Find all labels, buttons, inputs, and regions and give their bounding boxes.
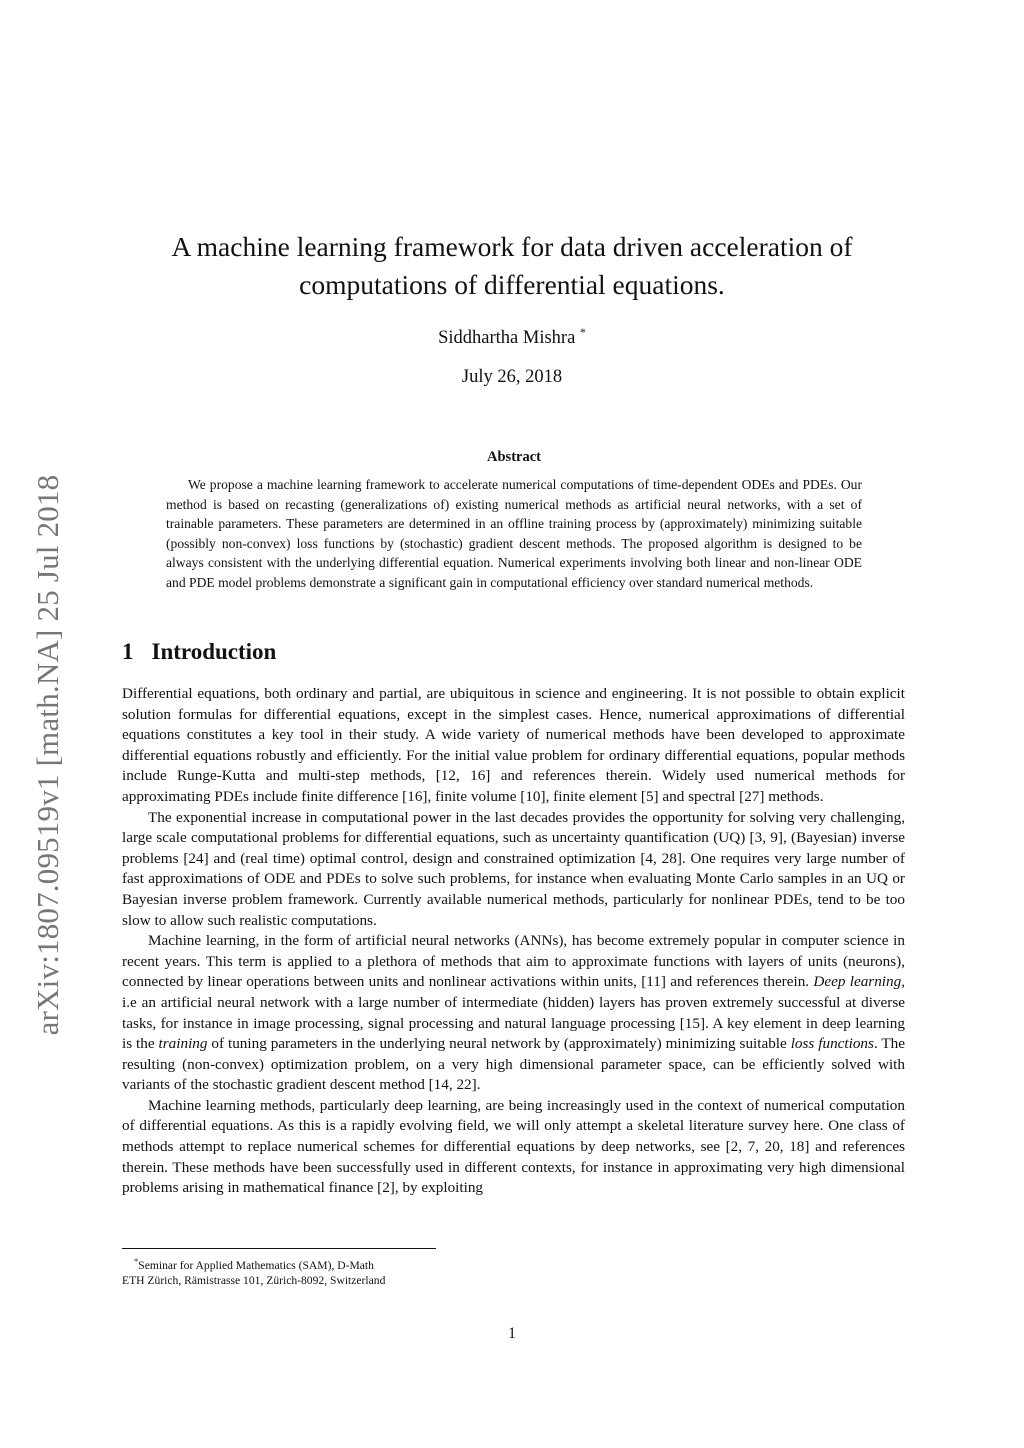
intro-paragraph-2: The exponential increase in computational power in the last decades provides the opportunity for solving very challenging, large scale computational problems for differential equations, such as uncertainty quantification (UQ) [3, 9], (Bayesian) inverse problems [24] and (real time) optimal control, design and constrained optimization [4, 28]. One requires very large number of fast approximations of ODE and PDEs to solve such problems, for instance when evaluating Monte Carlo samples in an UQ or Bayesian inverse problem framework. Currently available numerical methods, particularly for nonlinear PDEs, tend to be too slow to allow such realistic computations. — [122, 808, 905, 929]
author-line — [120, 325, 904, 349]
title-line-2: computations of differential equations. — [299, 269, 725, 300]
intro-paragraph-1: Differential equations, both ordinary and partial, are ubiquitous in science and engineering. It is not possible to obtain explicit solution formulas for differential equations, except in the simplest cases. Hence, numerical approximations of differential equations constitutes a key tool in their study. A wide variety of numerical methods have been developed to approximate differential equations robustly and efficiently. For the initial value problem for ordinary differential equations, popular methods include Runge-Kutta and multi-step methods, [12, 16] and references therein. Widely used numerical methods for approximating PDEs include finite difference [16], finite volume [10], finite element [5] and spectral [27] methods. — [122, 685, 905, 805]
abstract-heading: Abstract — [487, 449, 541, 465]
arxiv-identifier: arXiv:1807.09519v1 [math.NA] 25 Jul 2018 — [30, 474, 65, 1036]
section-number: 1 — [122, 639, 134, 664]
section-title: Introduction — [151, 639, 277, 664]
intro-p3-part-c: of tuning parameters in the underlying neural network by (approximately) minimizing suitable — [211, 1035, 787, 1053]
intro-paragraph-4: Machine learning methods, particularly deep learning, are being increasingly used in the context of numerical computation of differential equations. As this is a rapidly evolving field, we will only attempt a skeletal literature survey here. One class of methods attempt to replace numerical schemes for differential equations by deep networks, see [2, 7, 20, 18] and references therein. These methods have been successfully used in different contexts, for instance in approximating very high dimensional problems arising in mathematical finance [2], by exploiting — [122, 1096, 905, 1197]
emphasis-training: training — [158, 1035, 208, 1053]
title-line-1: A machine learning framework for data driven acceleration of — [171, 231, 853, 262]
emphasis-deep-learning: Deep learning — [813, 973, 902, 991]
abstract-paragraph: We propose a machine learning framework to accelerate numerical computations of time-dependent ODEs and PDEs. Our method is based on recasting (generalizations of) existing numerical methods as artificial neural networks, with a set of trainable parameters. These parameters are determined in an offline training process by (approximately) minimizing suitable (possibly non-convex) loss functions by (stochastic) gradient descent methods. The proposed algorithm is designed to be always consistent with the underlying differential equation. Numerical experiments involving both linear and non-linear ODE and PDE model problems demonstrate a significant gain in computational efficiency over standard numerical methods. — [166, 477, 862, 590]
arxiv-sidebar-stamp — [28, 435, 68, 1075]
intro-paragraph-3 — [122, 931, 905, 1096]
footnote-mark: * — [134, 1256, 139, 1266]
author-footnote-mark: * — [579, 325, 586, 339]
page-number: 1 — [508, 1325, 516, 1342]
intro-p3-part-a: Machine learning, in the form of artificial neural networks (ANNs), has become extremely popular in computer science in recent years. This term is applied to a plethora of methods that aim to approximate functions with layers of units (neurons), connected by linear operations between units and nonlinear activations within units, [11] and references therein. — [122, 932, 905, 991]
paper-title — [120, 228, 904, 304]
footnote-line-2: ETH Zürich, Rämistrasse 101, Zürich-8092, Switzerland — [122, 1274, 386, 1288]
publication-date: July 26, 2018 — [461, 367, 563, 387]
footnote — [122, 1254, 522, 1289]
intro-p3-part-d: . The resulting (non-convex) optimization problem, on a very high dimensional parameter space, can be efficiently solved with variants of the stochastic gradient descent method [14, 22]. — [122, 1035, 906, 1094]
abstract-body — [166, 475, 862, 593]
author-name: Siddhartha Mishra — [438, 328, 576, 349]
section-heading-introduction — [122, 639, 276, 665]
footnote-divider — [122, 1248, 436, 1249]
introduction-body — [122, 684, 905, 1199]
emphasis-loss-functions: loss functions — [790, 1035, 874, 1053]
intro-p3-part-b: , i.e an artificial neural network with a large number of intermediate (hidden) layers has proven extremely successful at diverse tasks, for instance in image processing, signal processing and natural language processing [15]. A key element in deep learning is the — [122, 973, 905, 1053]
footnote-affiliation: Seminar for Applied Mathematics (SAM), D-Math — [138, 1258, 374, 1272]
footnote-line-1 — [122, 1254, 522, 1273]
